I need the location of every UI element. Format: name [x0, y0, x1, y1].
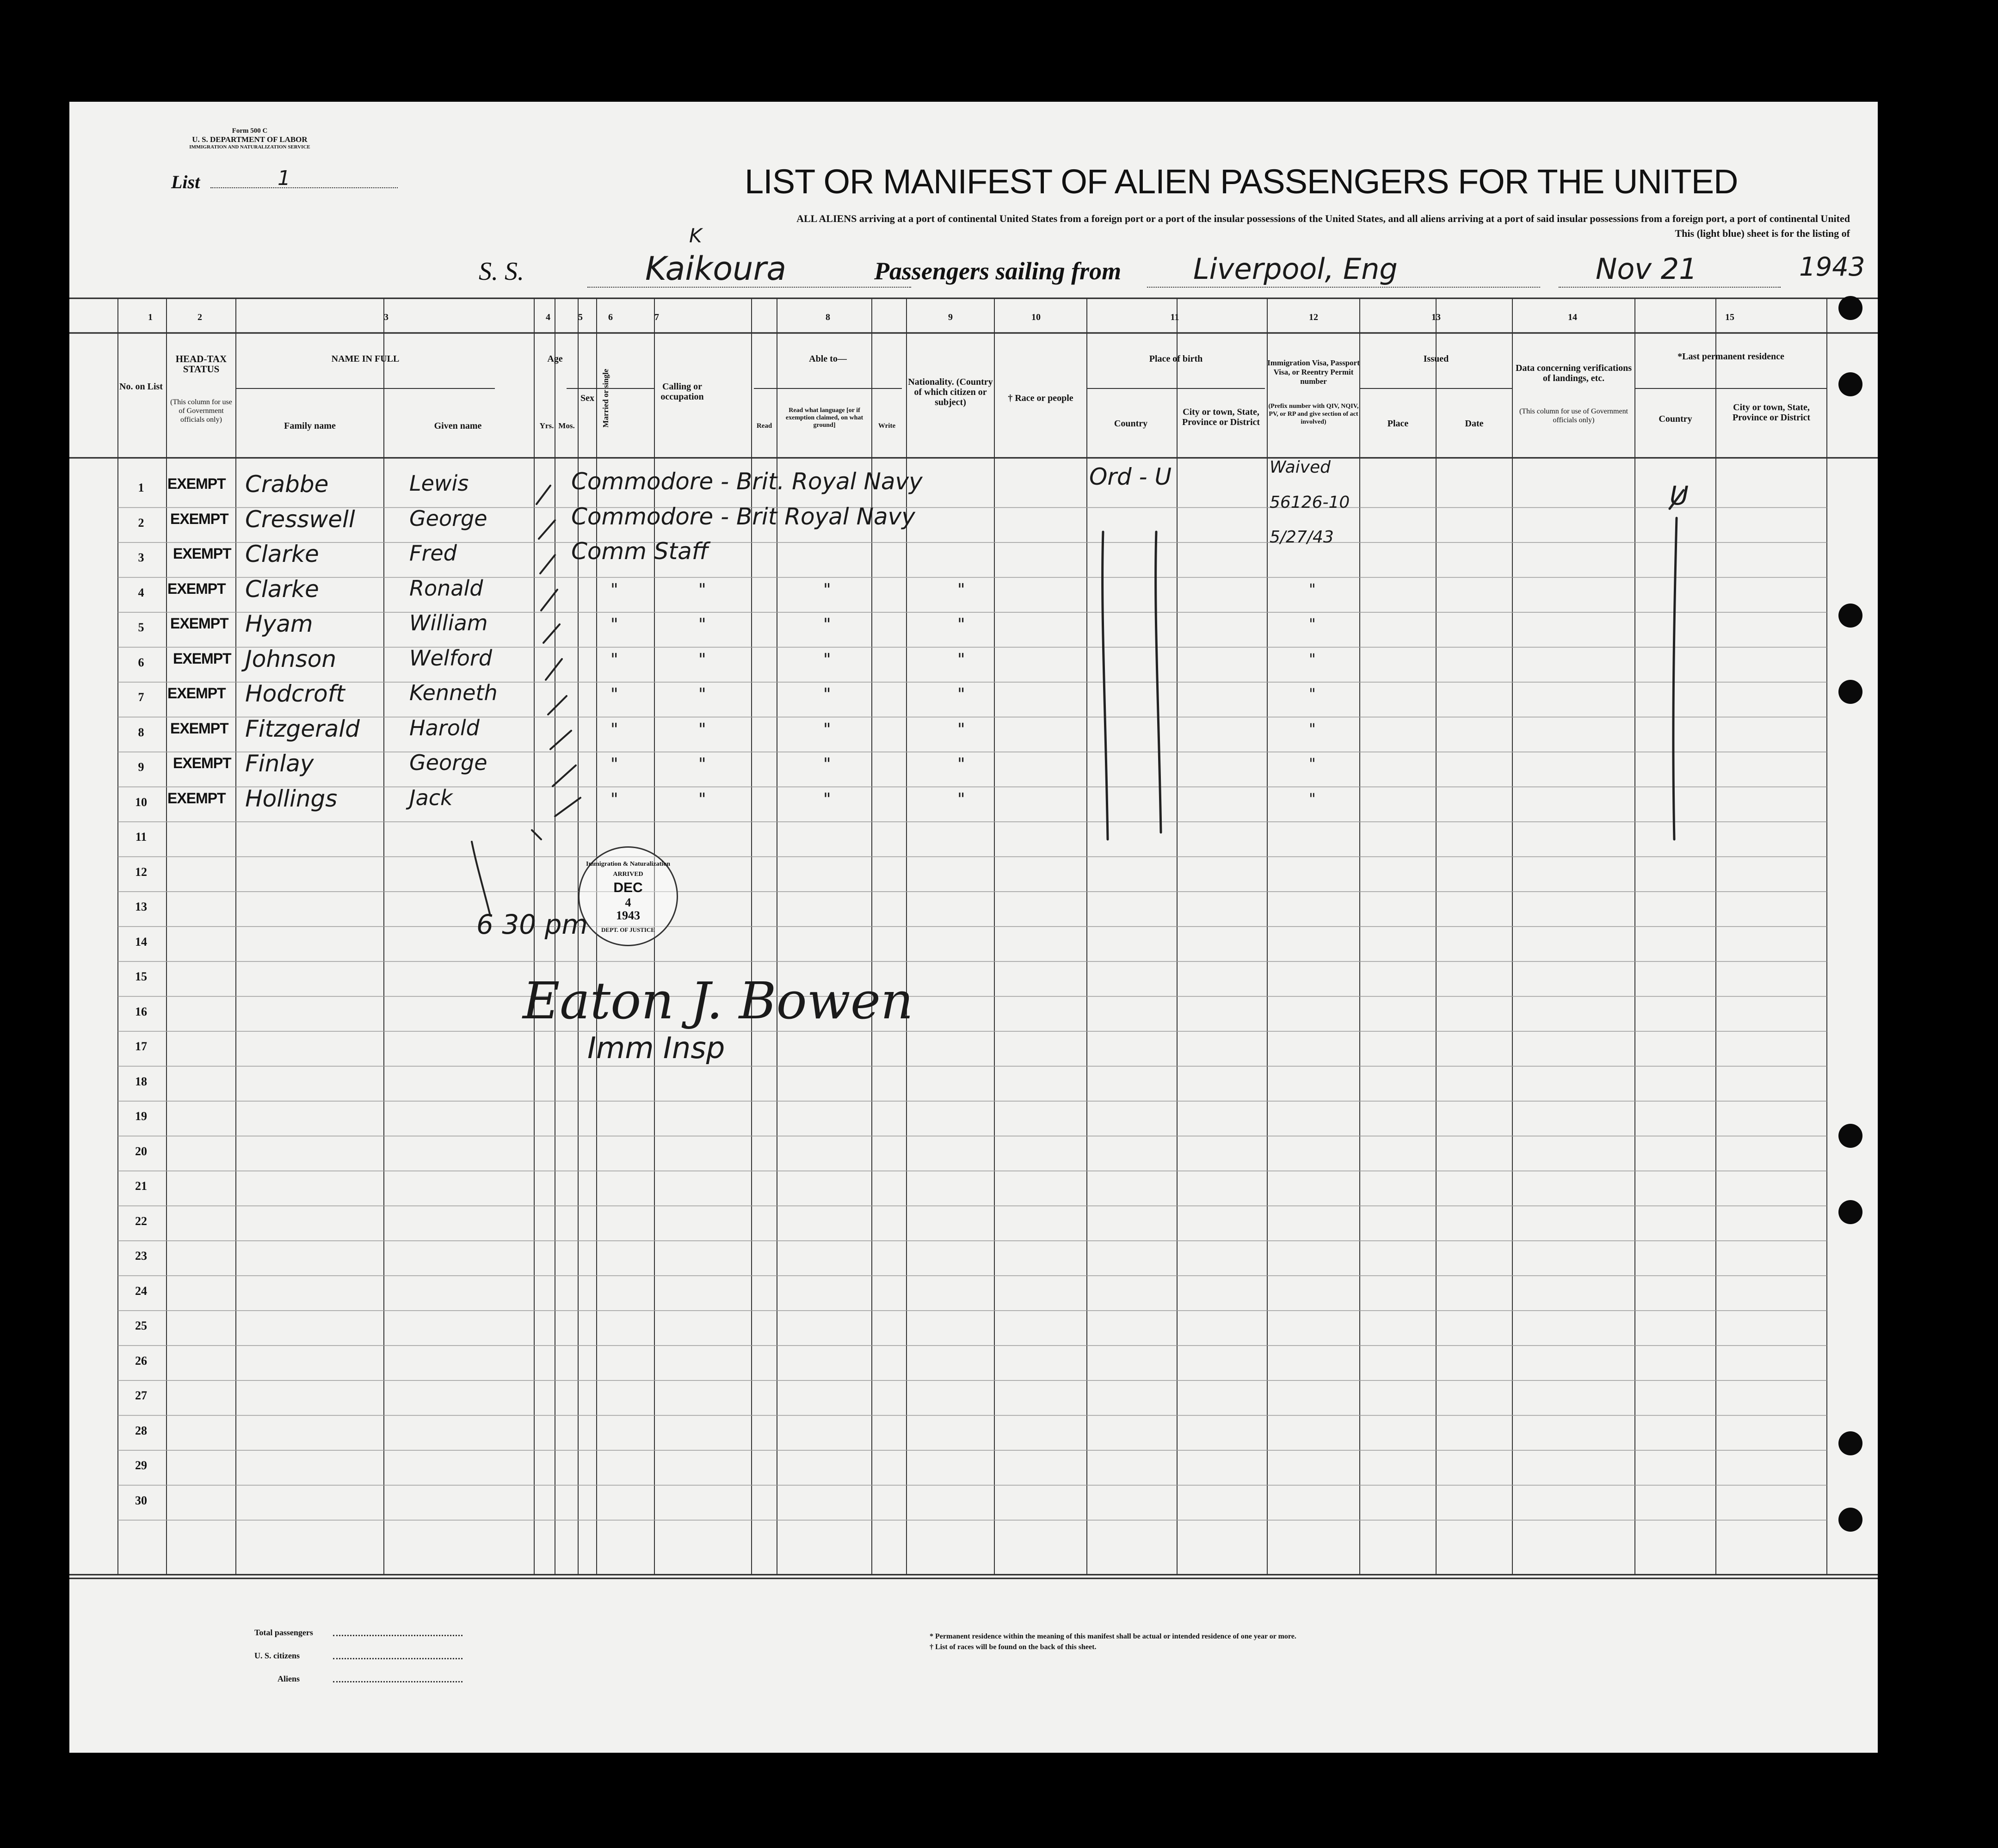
family-name: Crabbe: [245, 471, 329, 498]
ditto-mark: ": [610, 685, 618, 704]
footer-citizens-label: U. S. citizens: [254, 1651, 300, 1660]
ditto-mark: ": [1309, 615, 1316, 633]
stamp-arrived: ARRIVED: [613, 871, 643, 878]
row-number: 7: [138, 690, 144, 704]
sailing-label: Passengers sailing from: [874, 257, 1122, 285]
ditto-mark: ": [823, 615, 831, 634]
ditto-mark: ": [957, 685, 965, 704]
ship-name: Kaikoura: [645, 250, 787, 288]
header-place-of-birth: Place of birth: [1149, 354, 1203, 364]
ditto-mark: ": [610, 789, 618, 809]
header-visa: Immigration Visa, Passport Visa, or Reentry Permit number: [1267, 358, 1360, 386]
ss-label: S. S.: [479, 257, 524, 286]
header-able-to: Able to—: [809, 354, 847, 364]
row-number: 6: [138, 655, 144, 669]
row-number: 10: [135, 795, 147, 809]
header-verifications: Data concerning verifications of landings, etc.: [1515, 363, 1632, 383]
given-name: William: [409, 610, 488, 635]
row-number: 11: [135, 830, 147, 844]
form-subtitle-2: This (light blue) sheet is for the listing of: [1675, 228, 1850, 239]
row-number: 3: [138, 551, 144, 564]
header-family-name: Family name: [284, 421, 336, 431]
given-name: George: [409, 750, 487, 775]
col-num-10: 10: [1031, 312, 1041, 322]
inspector-title: Imm Insp: [587, 1031, 725, 1066]
ditto-mark: ": [610, 720, 618, 739]
row-number: 8: [138, 725, 144, 739]
given-name: Kenneth: [409, 680, 498, 705]
row-number: 14: [135, 935, 147, 949]
ditto-mark: ": [698, 685, 706, 704]
col-num-8: 8: [826, 312, 830, 322]
header-res-city: City or town, State, Province or District: [1732, 402, 1811, 423]
ditto-mark: ": [957, 755, 965, 774]
family-name: Hodcroft: [245, 680, 345, 707]
binder-hole: [1838, 1431, 1862, 1455]
ditto-mark: ": [823, 650, 831, 669]
given-name: Welford: [409, 645, 493, 671]
ditto-mark: ": [823, 789, 831, 809]
ditto-mark: ": [698, 615, 706, 634]
ditto-mark: ": [957, 650, 965, 669]
row-number: 28: [135, 1423, 147, 1437]
list-number: 1: [278, 166, 290, 190]
col-num-3: 3: [384, 312, 388, 322]
family-name: Clarke: [245, 575, 319, 603]
footer-aliens-line: [333, 1681, 462, 1682]
ditto-mark: ": [957, 720, 965, 739]
head-tax-status: EXEMPT: [167, 580, 226, 597]
form-number: Form 500 C: [232, 127, 268, 135]
manifest-sheet: [69, 102, 1878, 1753]
header-head-tax: HEAD-TAX STATUS: [175, 353, 227, 375]
row-number: 24: [135, 1284, 147, 1298]
ditto-strokes: [69, 102, 1878, 1753]
ditto-mark: ": [1309, 789, 1316, 807]
binder-hole: [1838, 1508, 1862, 1532]
footer-note-races: † List of races will be found on the back of this sheet.: [930, 1643, 1097, 1651]
ditto-mark: ": [698, 789, 706, 809]
row-number: 9: [138, 760, 144, 774]
family-name: Clarke: [245, 541, 319, 567]
ditto-mark: ": [610, 580, 618, 599]
footer-note-residence: * Permanent residence within the meaning of this manifest shall be actual or intended residence of one year or more.: [930, 1632, 1296, 1640]
head-tax-status: EXEMPT: [173, 755, 231, 771]
ditto-mark: ": [823, 720, 831, 739]
ditto-mark: ": [698, 580, 706, 599]
col-num-1: 1: [148, 312, 153, 322]
header-write: Write: [878, 422, 896, 430]
family-name: Hollings: [245, 785, 338, 812]
col-num-6: 6: [608, 312, 613, 322]
list-label: List: [171, 172, 200, 192]
family-name: Hyam: [245, 610, 313, 637]
occupation: Commodore - Brit Royal Navy: [571, 503, 915, 530]
header-issued-place: Place: [1387, 419, 1409, 429]
col-num-14: 14: [1568, 312, 1577, 322]
binder-hole: [1838, 1200, 1862, 1224]
arrival-stamp: [578, 846, 678, 946]
col-num-15: 15: [1725, 312, 1734, 322]
given-name: Harold: [409, 715, 480, 740]
row-number: 15: [135, 970, 147, 983]
family-name: Cresswell: [245, 505, 355, 533]
occupation: Commodore - Brit. Royal Navy: [571, 468, 923, 495]
arrival-time: 6 30 pm: [476, 909, 588, 940]
residence-country: U: [1670, 481, 1689, 511]
ditto-mark: ": [823, 755, 831, 774]
head-tax-status: EXEMPT: [170, 615, 228, 632]
given-name: Fred: [409, 541, 457, 566]
ditto-mark: ": [957, 580, 965, 599]
ditto-mark: ": [698, 720, 706, 739]
head-tax-status: EXEMPT: [167, 685, 226, 702]
row-number: 25: [135, 1319, 147, 1332]
row-number: 18: [135, 1074, 147, 1088]
head-tax-status: EXEMPT: [173, 650, 231, 667]
header-last-residence: *Last permanent residence: [1677, 351, 1784, 362]
col-num-7: 7: [654, 312, 659, 322]
visa-number: 56126-10: [1270, 493, 1350, 512]
header-birth-country: Country: [1114, 419, 1148, 429]
row-number: 30: [135, 1493, 147, 1507]
visa-number: Waived: [1270, 458, 1331, 477]
row-number: 26: [135, 1354, 147, 1368]
ditto-mark: ": [610, 615, 618, 634]
ditto-mark: ": [1309, 720, 1316, 738]
head-tax-status: EXEMPT: [170, 510, 228, 527]
family-name: Fitzgerald: [245, 715, 360, 742]
ditto-mark: ": [610, 650, 618, 669]
header-verif-note: (This column for use of Government officials only): [1519, 407, 1628, 424]
binder-hole: [1838, 1124, 1862, 1148]
header-nationality: Nationality. (Country of which citizen or subject): [908, 377, 993, 407]
footer-citizens-line: [333, 1658, 462, 1659]
ditto-mark: ": [610, 755, 618, 774]
given-name: George: [409, 505, 487, 531]
row-number: 27: [135, 1389, 147, 1402]
binder-hole: [1838, 604, 1862, 628]
row-number: 21: [135, 1179, 147, 1193]
col-num-11: 11: [1170, 312, 1179, 322]
col-num-5: 5: [578, 312, 583, 322]
col-num-12: 12: [1309, 312, 1318, 322]
row-number: 19: [135, 1109, 147, 1123]
occupation: Comm Staff: [571, 538, 709, 565]
header-head-tax-note: (This column for use of Government officials only): [170, 398, 232, 424]
head-tax-status: EXEMPT: [173, 545, 231, 562]
row-number: 12: [135, 865, 147, 879]
form-title: LIST OR MANIFEST OF ALIEN PASSENGERS FOR THE UNITED: [745, 162, 1738, 201]
header-calling: Calling or occupation: [660, 382, 704, 402]
header-birth-city: City or town, State, Province or District: [1182, 407, 1260, 427]
row-number: 17: [135, 1040, 147, 1053]
row-number: 16: [135, 1004, 147, 1018]
row-number: 4: [138, 585, 144, 599]
ditto-mark: ": [957, 789, 965, 809]
header-read: Read: [756, 422, 772, 430]
row-number: 1: [138, 481, 144, 494]
row-number: 5: [138, 621, 144, 634]
given-name: Jack: [409, 785, 453, 810]
col-num-13: 13: [1431, 312, 1441, 322]
header-mos: Mos.: [558, 421, 575, 430]
header-visa-note: (Prefix number with QIV, NQIV, PV, or RP and give section of act involved): [1268, 403, 1359, 425]
port-name: Liverpool, Eng: [1193, 252, 1398, 286]
row-number: 13: [135, 900, 147, 913]
col-num-9: 9: [948, 312, 953, 322]
stamp-year: 1943: [616, 909, 640, 922]
header-age: Age: [547, 354, 563, 364]
binder-hole: [1838, 372, 1862, 396]
row-number: 20: [135, 1144, 147, 1158]
family-name: Finlay: [245, 750, 314, 777]
binder-hole: [1838, 296, 1862, 320]
header-race: † Race or people: [1008, 393, 1073, 403]
ditto-mark: ": [1309, 650, 1316, 668]
service-name: IMMIGRATION AND NATURALIZATION SERVICE: [189, 144, 310, 150]
row-number: 2: [138, 516, 144, 530]
footer-aliens-label: Aliens: [278, 1674, 300, 1683]
header-yrs: Yrs.: [539, 421, 554, 430]
sailing-date: Nov 21: [1596, 252, 1697, 286]
given-name: Lewis: [409, 471, 469, 496]
footer-total-line: [333, 1635, 462, 1636]
ditto-mark: ": [698, 650, 706, 669]
row-number: 29: [135, 1459, 147, 1472]
ditto-mark: ": [957, 615, 965, 634]
header-given-name: Given name: [434, 421, 482, 431]
inspector-signature: Eaton J. Bowen: [523, 971, 913, 1030]
row-number: 22: [135, 1214, 147, 1228]
stamp-month: DEC: [613, 880, 643, 895]
binder-hole: [1838, 680, 1862, 704]
ditto-mark: ": [698, 755, 706, 774]
family-name: Johnson: [245, 645, 337, 672]
ditto-mark: ": [1309, 755, 1316, 772]
header-married: Married or single: [601, 369, 610, 428]
given-name: Ronald: [409, 575, 483, 601]
visa-number: 5/27/43: [1270, 528, 1334, 547]
header-name-in-full: NAME IN FULL: [331, 354, 400, 364]
header-no-on-list: No. on List: [119, 382, 163, 392]
department-name: U. S. DEPARTMENT OF LABOR: [192, 135, 308, 144]
header-read-language: Read what language [or if exemption claimed, on what ground]: [785, 407, 863, 429]
birth-country: Ord - U: [1089, 463, 1172, 490]
stamp-top-text: Immigration & Naturalization: [586, 861, 670, 868]
stamp-bottom-text: DEPT. OF JUSTICE: [601, 926, 655, 933]
ship-correction: K: [689, 224, 702, 247]
header-sex: Sex: [580, 393, 594, 403]
header-issued-date: Date: [1465, 419, 1484, 429]
header-res-country: Country: [1659, 414, 1692, 424]
ditto-mark: ": [823, 580, 831, 599]
form-subtitle: ALL ALIENS arriving at a port of continental United States from a foreign port or a port of the insular possessions of the United States, and all aliens arriving at a port of said insular possessions from a foreign port, a port of continental United: [796, 213, 1850, 224]
head-tax-status: EXEMPT: [167, 475, 226, 492]
stamp-day: 4: [625, 896, 631, 909]
footer-total-label: Total passengers: [254, 1628, 313, 1637]
sailing-year: 1943: [1799, 252, 1865, 282]
col-num-4: 4: [546, 312, 550, 322]
row-number: 23: [135, 1249, 147, 1263]
ditto-mark: ": [823, 685, 831, 704]
header-issued: Issued: [1423, 354, 1449, 364]
head-tax-status: EXEMPT: [167, 789, 226, 807]
ditto-mark: ": [1309, 580, 1316, 598]
head-tax-status: EXEMPT: [170, 720, 228, 737]
ditto-mark: ": [1309, 685, 1316, 702]
col-num-2: 2: [197, 312, 202, 322]
